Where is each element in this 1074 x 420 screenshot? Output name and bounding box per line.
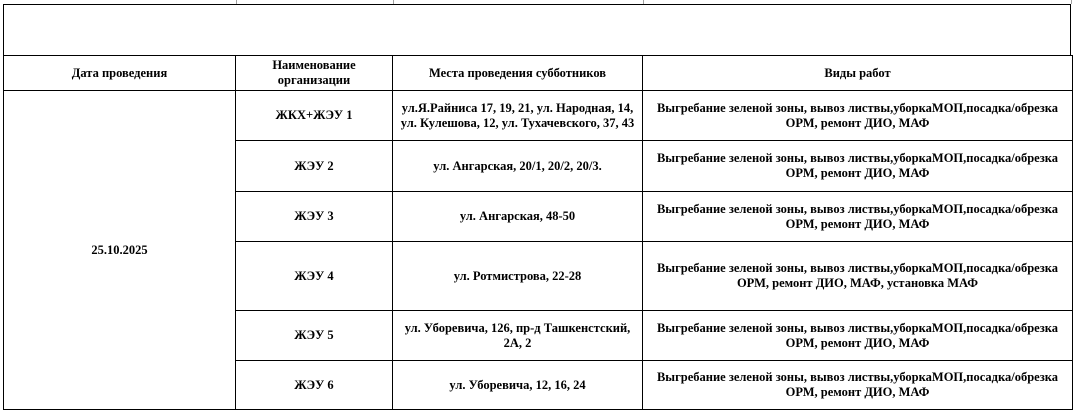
place-cell: ул. Уборевича, 12, 16, 24 — [393, 361, 643, 410]
table-row — [4, 91, 1073, 141]
header-work-types: Виды работ — [643, 56, 1073, 91]
work-cell: Выгребание зеленой зоны, вывоз листвы,уборкаМОП,посадка/обрезка ОРМ, ремонт ДИО, МАФ — [643, 91, 1073, 141]
cleanup-schedule-table — [3, 55, 1073, 410]
place-cell: ул. Ангарская, 20/1, 20/2, 20/3. — [393, 141, 643, 192]
work-cell: Выгребание зеленой зоны, вывоз листвы,уборкаМОП,посадка/обрезка ОРМ, ремонт ДИО, МАФ — [643, 361, 1073, 410]
organization-cell: ЖЭУ 6 — [236, 361, 393, 410]
date-cell: 25.10.2025 — [4, 91, 236, 410]
header-organization: Наименование организации — [236, 56, 393, 91]
organization-cell: ЖЭУ 5 — [236, 311, 393, 361]
header-places: Места проведения субботников — [393, 56, 643, 91]
work-cell: Выгребание зеленой зоны, вывоз листвы,уборкаМОП,посадка/обрезка ОРМ, ремонт ДИО, МАФ — [643, 311, 1073, 361]
place-cell: ул. Уборевича, 126, пр-д Ташкенстский, 2А, 2 — [393, 311, 643, 361]
work-cell: Выгребание зеленой зоны, вывоз листвы,уборкаМОП,посадка/обрезка ОРМ, ремонт ДИО, МАФ — [643, 192, 1073, 242]
organization-cell: ЖЭУ 2 — [236, 141, 393, 192]
organization-cell: ЖЭУ 4 — [236, 242, 393, 311]
work-cell: Выгребание зеленой зоны, вывоз листвы,уборкаМОП,посадка/обрезка ОРМ, ремонт ДИО, МАФ, установка МАФ — [643, 242, 1073, 311]
blank-title-row — [3, 4, 1071, 56]
place-cell: ул. Ротмистрова, 22-28 — [393, 242, 643, 311]
border-stub — [1071, 0, 1072, 4]
place-cell: ул. Ангарская, 48-50 — [393, 192, 643, 242]
place-cell: ул.Я.Райниса 17, 19, 21, ул. Народная, 14, ул. Кулешова, 12, ул. Тухачевского, 37, 43 — [393, 91, 643, 141]
work-cell: Выгребание зеленой зоны, вывоз листвы,уборкаМОП,посадка/обрезка ОРМ, ремонт ДИО, МАФ — [643, 141, 1073, 192]
organization-cell: ЖЭУ 3 — [236, 192, 393, 242]
header-row — [4, 56, 1073, 91]
header-date: Дата проведения — [4, 56, 236, 91]
organization-cell: ЖКХ+ЖЭУ 1 — [236, 91, 393, 141]
